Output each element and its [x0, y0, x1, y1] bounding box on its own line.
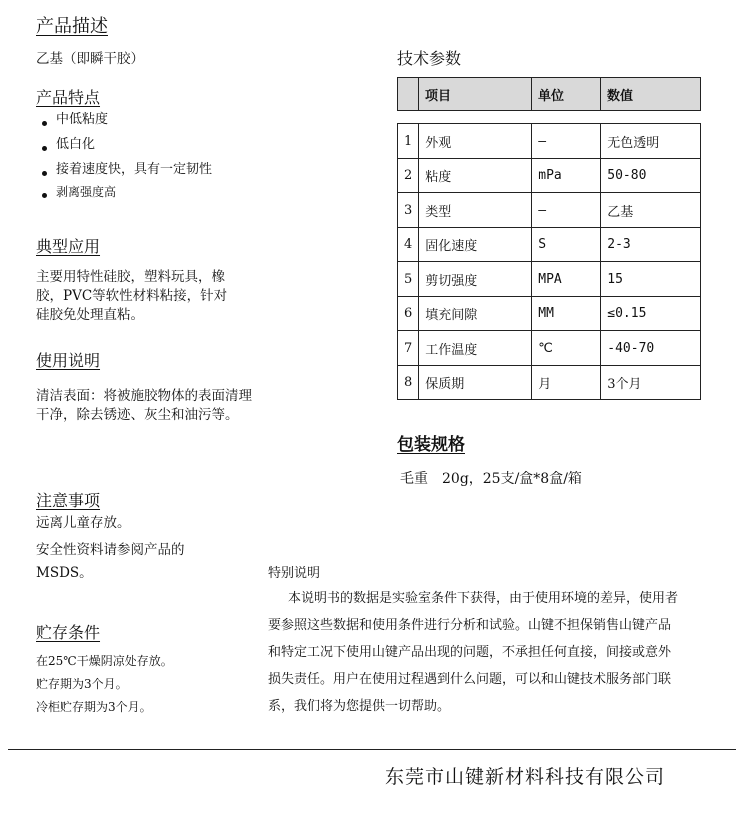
col-header-value: 数值	[601, 78, 701, 111]
table-row: 7 工作温度 ℃ -40-70	[398, 331, 701, 366]
bullet-icon	[42, 121, 47, 126]
table-row: 3 类型 — 乙基	[398, 193, 701, 228]
features-heading: 产品特点	[36, 88, 101, 107]
special-note-text: 本说明书的数据是实验室条件下获得，由于使用环境的差异，使用者 要参照这些数据和使用条件进行分析和试验。山键不担保销售山键产品 和特定工况下使用山键产品出现的问题，不承担任何直接，间接或意外 损失责任。用户在使用过程遇到什么问题，可以和山键技术服务部门联 系，我们将为您提供一切帮助。	[268, 591, 679, 714]
bullet-icon	[42, 171, 47, 176]
packaging-text: 毛重 20g，25支/盒*8盒/箱	[400, 471, 582, 487]
table-row: 6 填充间隙 MM ≤0.15	[398, 297, 701, 331]
precautions-line: MSDS。	[36, 565, 93, 581]
applications-text: 主要用特性硅胶，塑料玩具，橡 胶，PVC等软性材料粘接，针对 硅胶免处理直粘。	[36, 269, 228, 323]
tech-params-table	[397, 123, 701, 400]
usage-text: 清洁表面：将被施胶物体的表面清理 干净，除去锈迹、灰尘和油污等。	[36, 388, 252, 423]
feature-item: 剥离强度高	[38, 182, 212, 207]
packaging-heading: 包装规格	[397, 435, 465, 455]
table-row: 2 粘度 mPa 50-80	[398, 159, 701, 193]
table-row: 1 外观 — 无色透明	[398, 124, 701, 159]
precautions-line: 安全性资料请参阅产品的	[36, 542, 185, 558]
table-row: 4 固化速度 S 2-3	[398, 228, 701, 262]
tech-params-heading: 技术参数	[397, 49, 462, 68]
product-description-text: 乙基（即瞬干胶）	[36, 51, 144, 67]
company-name: 东莞市山键新材料科技有限公司	[385, 766, 666, 788]
product-description-heading: 产品描述	[36, 16, 108, 37]
storage-heading: 贮存条件	[36, 623, 101, 642]
col-header-item: 项目	[419, 78, 532, 111]
feature-item: 接着速度快，具有一定韧性	[38, 160, 212, 182]
special-note-heading: 特别说明	[268, 566, 321, 581]
table-row: 5 剪切强度 MPA 15	[398, 262, 701, 297]
bullet-icon	[42, 146, 47, 151]
precautions-line: 远离儿童存放。	[36, 515, 131, 531]
tech-params-header-table	[397, 77, 701, 111]
bullet-icon	[42, 193, 47, 198]
features-list	[38, 110, 212, 207]
table-row: 8 保质期 月 3个月	[398, 366, 701, 400]
usage-heading: 使用说明	[36, 351, 101, 370]
storage-text: 在25℃干燥阴凉处存放。 贮存期为3个月。 冷柜贮存期为3个月。	[36, 654, 173, 714]
feature-item: 中低粘度	[38, 110, 212, 135]
precautions-heading: 注意事项	[36, 491, 101, 510]
col-header-unit: 单位	[532, 78, 601, 111]
footer-divider	[8, 749, 736, 750]
feature-item: 低白化	[38, 135, 212, 160]
applications-heading: 典型应用	[36, 237, 101, 256]
